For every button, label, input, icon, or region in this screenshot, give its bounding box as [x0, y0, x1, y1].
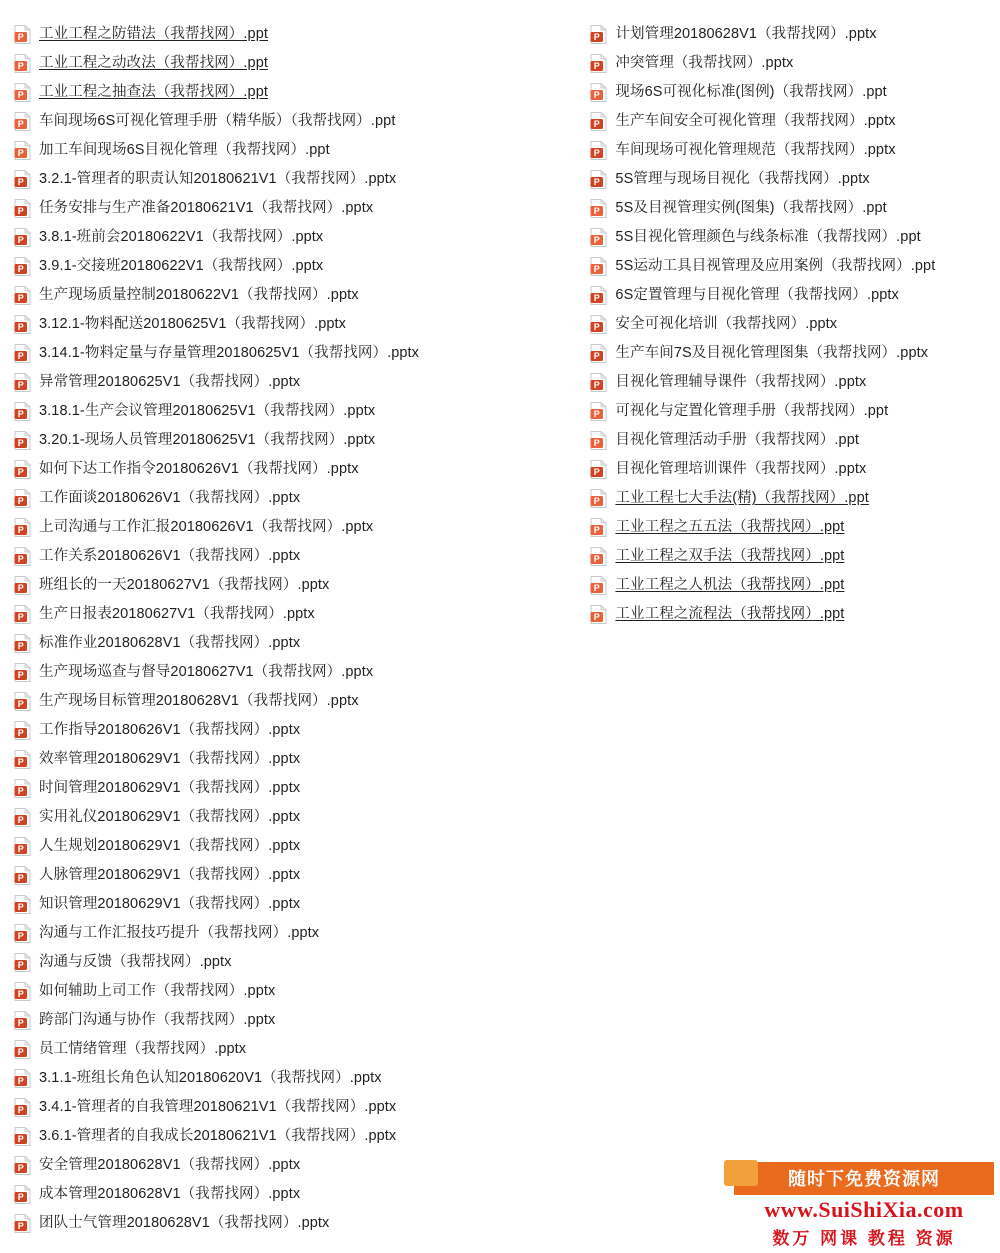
- powerpoint-ppt-icon: [14, 141, 31, 160]
- svg-text:P: P: [594, 264, 601, 274]
- file-row[interactable]: [14, 1064, 588, 1093]
- file-name-label[interactable]: 工业工程之动改法（我帮找网）.ppt: [39, 55, 268, 72]
- file-row[interactable]: [590, 49, 1000, 78]
- file-name-label[interactable]: 工作面谈20180626V1（我帮找网）.pptx: [39, 490, 301, 507]
- file-row[interactable]: [14, 600, 588, 629]
- file-row[interactable]: [590, 78, 1000, 107]
- file-name-label[interactable]: 6S定置管理与目视化管理（我帮找网）.pptx: [615, 287, 899, 304]
- svg-text:P: P: [17, 1047, 24, 1057]
- file-name-label[interactable]: 5S管理与现场目视化（我帮找网）.pptx: [615, 171, 870, 188]
- powerpoint-pptx-icon: [14, 518, 31, 537]
- powerpoint-ppt-icon: [590, 83, 607, 102]
- file-name-label[interactable]: 生产现场质量控制20180622V1（我帮找网）.pptx: [39, 287, 359, 304]
- svg-text:P: P: [594, 322, 601, 332]
- powerpoint-pptx-icon: [14, 895, 31, 914]
- powerpoint-pptx-icon: [14, 315, 31, 334]
- powerpoint-pptx-icon: [14, 228, 31, 247]
- svg-text:P: P: [594, 206, 601, 216]
- file-row[interactable]: [590, 600, 1000, 629]
- powerpoint-pptx-icon: [14, 1011, 31, 1030]
- file-row[interactable]: [14, 513, 588, 542]
- file-name-label[interactable]: 生产日报表20180627V1（我帮找网）.pptx: [39, 606, 315, 623]
- powerpoint-pptx-icon: [14, 1214, 31, 1233]
- file-row[interactable]: [590, 194, 1000, 223]
- file-name-label[interactable]: 知识管理20180629V1（我帮找网）.pptx: [39, 896, 301, 913]
- file-row[interactable]: [14, 571, 588, 600]
- powerpoint-pptx-icon: [14, 692, 31, 711]
- svg-text:P: P: [594, 90, 601, 100]
- file-row[interactable]: [14, 890, 588, 919]
- file-name-label[interactable]: 沟通与工作汇报技巧提升（我帮找网）.pptx: [39, 925, 320, 942]
- svg-text:P: P: [17, 409, 24, 419]
- powerpoint-pptx-icon: [14, 344, 31, 363]
- file-row[interactable]: [590, 339, 1000, 368]
- powerpoint-pptx-icon: [590, 373, 607, 392]
- svg-text:P: P: [17, 786, 24, 796]
- file-name-label[interactable]: 生产现场巡查与督导20180627V1（我帮找网）.pptx: [39, 664, 374, 681]
- powerpoint-pptx-icon: [590, 112, 607, 131]
- svg-text:P: P: [594, 612, 601, 622]
- file-name-label[interactable]: 标准作业20180628V1（我帮找网）.pptx: [39, 635, 301, 652]
- powerpoint-pptx-icon: [14, 1185, 31, 1204]
- file-row[interactable]: [14, 223, 588, 252]
- powerpoint-pptx-icon: [14, 634, 31, 653]
- powerpoint-pptx-icon: [14, 431, 31, 450]
- powerpoint-pptx-icon: [14, 866, 31, 885]
- svg-text:P: P: [17, 148, 24, 158]
- file-row[interactable]: [14, 107, 588, 136]
- file-name-label[interactable]: 效率管理20180629V1（我帮找网）.pptx: [39, 751, 301, 768]
- svg-text:P: P: [17, 206, 24, 216]
- powerpoint-pptx-icon: [14, 170, 31, 189]
- file-name-label[interactable]: 5S目视化管理颜色与线条标准（我帮找网）.ppt: [615, 229, 921, 246]
- file-row[interactable]: [590, 368, 1000, 397]
- powerpoint-pptx-icon: [14, 837, 31, 856]
- file-name-label[interactable]: 工业工程七大手法(精)（我帮找网）.ppt: [615, 490, 869, 507]
- file-name-label[interactable]: 加工车间现场6S目视化管理（我帮找网）.ppt: [39, 142, 330, 159]
- watermark-line-1: 随时下免费资源网: [734, 1162, 994, 1195]
- file-row[interactable]: [14, 774, 588, 803]
- file-name-label[interactable]: 3.1.1-班组长角色认知20180620V1（我帮找网）.pptx: [39, 1070, 382, 1087]
- svg-text:P: P: [594, 554, 601, 564]
- file-row[interactable]: [14, 1209, 588, 1238]
- file-row[interactable]: [14, 1180, 588, 1209]
- file-name-label[interactable]: 目视化管理辅导课件（我帮找网）.pptx: [615, 374, 867, 391]
- powerpoint-pptx-icon: [14, 721, 31, 740]
- powerpoint-pptx-icon: [14, 750, 31, 769]
- powerpoint-pptx-icon: [14, 779, 31, 798]
- file-row[interactable]: [590, 281, 1000, 310]
- file-name-label[interactable]: 5S运动工具目视管理及应用案例（我帮找网）.ppt: [615, 258, 936, 275]
- powerpoint-ppt-icon: [590, 199, 607, 218]
- svg-text:P: P: [594, 467, 601, 477]
- svg-text:P: P: [594, 235, 601, 245]
- file-name-label[interactable]: 5S及目视管理实例(图集)（我帮找网）.ppt: [615, 200, 887, 217]
- file-row[interactable]: [14, 629, 588, 658]
- svg-text:P: P: [594, 583, 601, 593]
- svg-text:P: P: [17, 467, 24, 477]
- file-name-label[interactable]: 工业工程之五五法（我帮找网）.ppt: [615, 519, 845, 536]
- file-name-label[interactable]: 3.12.1-物料配送20180625V1（我帮找网）.pptx: [39, 316, 347, 333]
- svg-text:P: P: [594, 293, 601, 303]
- svg-text:P: P: [17, 90, 24, 100]
- powerpoint-ppt-icon: [590, 402, 607, 421]
- file-row[interactable]: [590, 455, 1000, 484]
- file-name-label[interactable]: 3.9.1-交接班20180622V1（我帮找网）.pptx: [39, 258, 324, 275]
- file-name-label[interactable]: 任务安排与生产准备20180621V1（我帮找网）.pptx: [39, 200, 374, 217]
- file-name-label[interactable]: 工作关系20180626V1（我帮找网）.pptx: [39, 548, 301, 565]
- file-row[interactable]: [14, 339, 588, 368]
- file-row[interactable]: [14, 687, 588, 716]
- svg-text:P: P: [594, 380, 601, 390]
- powerpoint-ppt-icon: [590, 228, 607, 247]
- powerpoint-pptx-icon: [14, 547, 31, 566]
- file-row[interactable]: [14, 165, 588, 194]
- powerpoint-pptx-icon: [590, 25, 607, 44]
- file-row[interactable]: [590, 252, 1000, 281]
- powerpoint-pptx-icon: [14, 808, 31, 827]
- file-row[interactable]: [14, 542, 588, 571]
- svg-text:P: P: [17, 873, 24, 883]
- file-row[interactable]: [590, 223, 1000, 252]
- file-row[interactable]: [14, 832, 588, 861]
- file-name-label[interactable]: 工业工程之双手法（我帮找网）.ppt: [615, 548, 845, 565]
- powerpoint-pptx-icon: [14, 373, 31, 392]
- file-name-label[interactable]: 可视化与定置化管理手册（我帮找网）.ppt: [615, 403, 889, 420]
- watermark-line-2: www.SuiShiXia.com: [764, 1197, 964, 1222]
- file-name-label[interactable]: 现场6S可视化标准(图例)（我帮找网）.ppt: [615, 84, 887, 101]
- file-name-label[interactable]: 车间现场6S可视化管理手册（精华版）（我帮找网）.ppt: [39, 113, 396, 130]
- file-row[interactable]: [14, 455, 588, 484]
- svg-text:P: P: [594, 438, 601, 448]
- svg-text:P: P: [17, 61, 24, 71]
- file-name-label[interactable]: 生产现场目标管理20180628V1（我帮找网）.pptx: [39, 693, 359, 710]
- file-name-label[interactable]: 3.4.1-管理者的自我管理20180621V1（我帮找网）.pptx: [39, 1099, 397, 1116]
- file-row[interactable]: [590, 397, 1000, 426]
- powerpoint-pptx-icon: [590, 54, 607, 73]
- file-row[interactable]: [14, 194, 588, 223]
- file-row[interactable]: [14, 948, 588, 977]
- svg-text:P: P: [17, 728, 24, 738]
- svg-text:P: P: [594, 525, 601, 535]
- powerpoint-ppt-icon: [590, 489, 607, 508]
- file-name-label[interactable]: 异常管理20180625V1（我帮找网）.pptx: [39, 374, 301, 391]
- svg-text:P: P: [17, 902, 24, 912]
- svg-text:P: P: [17, 1076, 24, 1086]
- file-row[interactable]: [14, 1151, 588, 1180]
- file-row[interactable]: [14, 78, 588, 107]
- powerpoint-pptx-icon: [14, 576, 31, 595]
- file-name-label[interactable]: 如何辅助上司工作（我帮找网）.pptx: [39, 983, 276, 1000]
- svg-text:P: P: [17, 1192, 24, 1202]
- svg-text:P: P: [17, 815, 24, 825]
- svg-text:P: P: [594, 32, 601, 42]
- powerpoint-pptx-icon: [590, 315, 607, 334]
- file-name-label[interactable]: 工业工程之人机法（我帮找网）.ppt: [615, 577, 845, 594]
- svg-text:P: P: [594, 177, 601, 187]
- powerpoint-ppt-icon: [590, 431, 607, 450]
- powerpoint-pptx-icon: [14, 460, 31, 479]
- file-name-label[interactable]: 工业工程之流程法（我帮找网）.ppt: [615, 606, 845, 623]
- file-row[interactable]: [14, 658, 588, 687]
- svg-text:P: P: [17, 1163, 24, 1173]
- file-name-label[interactable]: 人脉管理20180629V1（我帮找网）.pptx: [39, 867, 301, 884]
- powerpoint-pptx-icon: [14, 924, 31, 943]
- file-name-label[interactable]: 跨部门沟通与协作（我帮找网）.pptx: [39, 1012, 276, 1029]
- powerpoint-ppt-icon: [590, 576, 607, 595]
- powerpoint-pptx-icon: [590, 344, 607, 363]
- file-name-label[interactable]: 团队士气管理20180628V1（我帮找网）.pptx: [39, 1215, 330, 1232]
- powerpoint-pptx-icon: [14, 605, 31, 624]
- file-name-label[interactable]: 3.18.1-生产会议管理20180625V1（我帮找网）.pptx: [39, 403, 376, 420]
- file-name-label[interactable]: 生产车间安全可视化管理（我帮找网）.pptx: [615, 113, 896, 130]
- svg-text:P: P: [17, 1105, 24, 1115]
- svg-text:P: P: [17, 844, 24, 854]
- file-name-label[interactable]: 安全可视化培训（我帮找网）.pptx: [615, 316, 838, 333]
- svg-text:P: P: [594, 409, 601, 419]
- file-row[interactable]: [590, 426, 1000, 455]
- file-row[interactable]: [590, 165, 1000, 194]
- powerpoint-pptx-icon: [590, 460, 607, 479]
- file-name-label[interactable]: 成本管理20180628V1（我帮找网）.pptx: [39, 1186, 301, 1203]
- file-name-label[interactable]: 工业工程之防错法（我帮找网）.ppt: [39, 26, 268, 43]
- file-name-label[interactable]: 实用礼仪20180629V1（我帮找网）.pptx: [39, 809, 301, 826]
- file-name-label[interactable]: 上司沟通与工作汇报20180626V1（我帮找网）.pptx: [39, 519, 374, 536]
- powerpoint-pptx-icon: [14, 489, 31, 508]
- svg-text:P: P: [17, 264, 24, 274]
- powerpoint-pptx-icon: [14, 1127, 31, 1146]
- powerpoint-ppt-icon: [590, 547, 607, 566]
- file-row[interactable]: [590, 20, 1000, 49]
- file-row[interactable]: [14, 252, 588, 281]
- file-name-label[interactable]: 目视化管理培训课件（我帮找网）.pptx: [615, 461, 867, 478]
- svg-text:P: P: [17, 32, 24, 42]
- svg-text:P: P: [17, 583, 24, 593]
- powerpoint-ppt-icon: [14, 83, 31, 102]
- file-name-label[interactable]: 3.20.1-现场人员管理20180625V1（我帮找网）.pptx: [39, 432, 376, 449]
- svg-text:P: P: [17, 119, 24, 129]
- svg-text:P: P: [17, 1134, 24, 1144]
- powerpoint-pptx-icon: [590, 141, 607, 160]
- file-row[interactable]: [590, 542, 1000, 571]
- file-name-label[interactable]: 3.2.1-管理者的职责认知20180621V1（我帮找网）.pptx: [39, 171, 397, 188]
- powerpoint-pptx-icon: [14, 953, 31, 972]
- file-column-left: [0, 20, 588, 1238]
- powerpoint-pptx-icon: [14, 199, 31, 218]
- powerpoint-ppt-icon: [14, 25, 31, 44]
- powerpoint-ppt-icon: [590, 518, 607, 537]
- svg-text:P: P: [17, 699, 24, 709]
- svg-text:P: P: [594, 61, 601, 71]
- file-name-label[interactable]: 班组长的一天20180627V1（我帮找网）.pptx: [39, 577, 330, 594]
- powerpoint-pptx-icon: [14, 1040, 31, 1059]
- svg-text:P: P: [17, 1018, 24, 1028]
- file-name-label[interactable]: 沟通与反馈（我帮找网）.pptx: [39, 954, 232, 971]
- file-row[interactable]: [14, 397, 588, 426]
- svg-text:P: P: [17, 322, 24, 332]
- powerpoint-ppt-icon: [590, 605, 607, 624]
- file-row[interactable]: [14, 136, 588, 165]
- file-row[interactable]: [14, 426, 588, 455]
- svg-text:P: P: [17, 351, 24, 361]
- file-name-label[interactable]: 时间管理20180629V1（我帮找网）.pptx: [39, 780, 301, 797]
- file-row[interactable]: [14, 745, 588, 774]
- file-row[interactable]: [14, 1035, 588, 1064]
- svg-text:P: P: [17, 438, 24, 448]
- file-row[interactable]: [14, 716, 588, 745]
- powerpoint-pptx-icon: [14, 1069, 31, 1088]
- svg-text:P: P: [17, 554, 24, 564]
- file-row[interactable]: [14, 20, 588, 49]
- file-row[interactable]: [14, 803, 588, 832]
- powerpoint-pptx-icon: [14, 663, 31, 682]
- svg-text:P: P: [17, 380, 24, 390]
- powerpoint-ppt-icon: [14, 112, 31, 131]
- powerpoint-pptx-icon: [14, 286, 31, 305]
- svg-text:P: P: [594, 351, 601, 361]
- svg-text:P: P: [17, 989, 24, 999]
- powerpoint-pptx-icon: [590, 286, 607, 305]
- powerpoint-pptx-icon: [14, 982, 31, 1001]
- powerpoint-pptx-icon: [14, 402, 31, 421]
- powerpoint-ppt-icon: [590, 257, 607, 276]
- file-row[interactable]: [14, 861, 588, 890]
- file-name-label[interactable]: 生产车间7S及目视化管理图集（我帮找网）.pptx: [615, 345, 929, 362]
- svg-text:P: P: [17, 1221, 24, 1231]
- file-row[interactable]: [14, 368, 588, 397]
- svg-text:P: P: [17, 670, 24, 680]
- file-name-label[interactable]: 工作指导20180626V1（我帮找网）.pptx: [39, 722, 301, 739]
- file-row[interactable]: [14, 977, 588, 1006]
- svg-text:P: P: [17, 235, 24, 245]
- file-name-label[interactable]: 员工情绪管理（我帮找网）.pptx: [39, 1041, 247, 1058]
- svg-text:P: P: [17, 641, 24, 651]
- file-row[interactable]: [590, 107, 1000, 136]
- svg-text:P: P: [594, 148, 601, 158]
- svg-text:P: P: [17, 177, 24, 187]
- file-row[interactable]: [14, 919, 588, 948]
- watermark-badge: [724, 1160, 758, 1186]
- file-row[interactable]: [14, 1093, 588, 1122]
- svg-text:P: P: [17, 757, 24, 767]
- file-row[interactable]: [590, 484, 1000, 513]
- file-name-label[interactable]: 3.6.1-管理者的自我成长20180621V1（我帮找网）.pptx: [39, 1128, 397, 1145]
- svg-text:P: P: [594, 496, 601, 506]
- file-row[interactable]: [590, 136, 1000, 165]
- file-name-label[interactable]: 车间现场可视化管理规范（我帮找网）.pptx: [615, 142, 896, 159]
- svg-text:P: P: [594, 119, 601, 129]
- svg-text:P: P: [17, 931, 24, 941]
- file-name-label[interactable]: 目视化管理活动手册（我帮找网）.ppt: [615, 432, 860, 449]
- file-name-label[interactable]: 如何下达工作指令20180626V1（我帮找网）.pptx: [39, 461, 359, 478]
- file-name-label[interactable]: 工业工程之抽查法（我帮找网）.ppt: [39, 84, 268, 101]
- file-name-label[interactable]: 3.14.1-物料定量与存量管理20180625V1（我帮找网）.pptx: [39, 345, 420, 362]
- svg-text:P: P: [17, 960, 24, 970]
- powerpoint-pptx-icon: [14, 1156, 31, 1175]
- powerpoint-pptx-icon: [14, 1098, 31, 1117]
- file-column-right: [588, 20, 1000, 629]
- svg-text:P: P: [17, 612, 24, 622]
- file-row[interactable]: [14, 1122, 588, 1151]
- file-row[interactable]: [14, 484, 588, 513]
- file-row[interactable]: [14, 281, 588, 310]
- file-name-label[interactable]: 人生规划20180629V1（我帮找网）.pptx: [39, 838, 301, 855]
- powerpoint-pptx-icon: [590, 170, 607, 189]
- powerpoint-pptx-icon: [14, 257, 31, 276]
- file-row[interactable]: [590, 513, 1000, 542]
- svg-text:P: P: [17, 525, 24, 535]
- watermark: [734, 1162, 994, 1249]
- file-row[interactable]: [14, 310, 588, 339]
- file-row[interactable]: [590, 310, 1000, 339]
- file-row[interactable]: [590, 571, 1000, 600]
- svg-text:P: P: [17, 293, 24, 303]
- file-name-label[interactable]: 安全管理20180628V1（我帮找网）.pptx: [39, 1157, 301, 1174]
- powerpoint-ppt-icon: [14, 54, 31, 73]
- file-row[interactable]: [14, 1006, 588, 1035]
- file-name-label[interactable]: 冲突管理（我帮找网）.pptx: [615, 55, 794, 72]
- file-name-label[interactable]: 3.8.1-班前会20180622V1（我帮找网）.pptx: [39, 229, 324, 246]
- file-name-label[interactable]: 计划管理20180628V1（我帮找网）.pptx: [615, 26, 877, 43]
- watermark-line-3: 数万 网课 教程 资源: [772, 1229, 956, 1248]
- file-row[interactable]: [14, 49, 588, 78]
- svg-text:P: P: [17, 496, 24, 506]
